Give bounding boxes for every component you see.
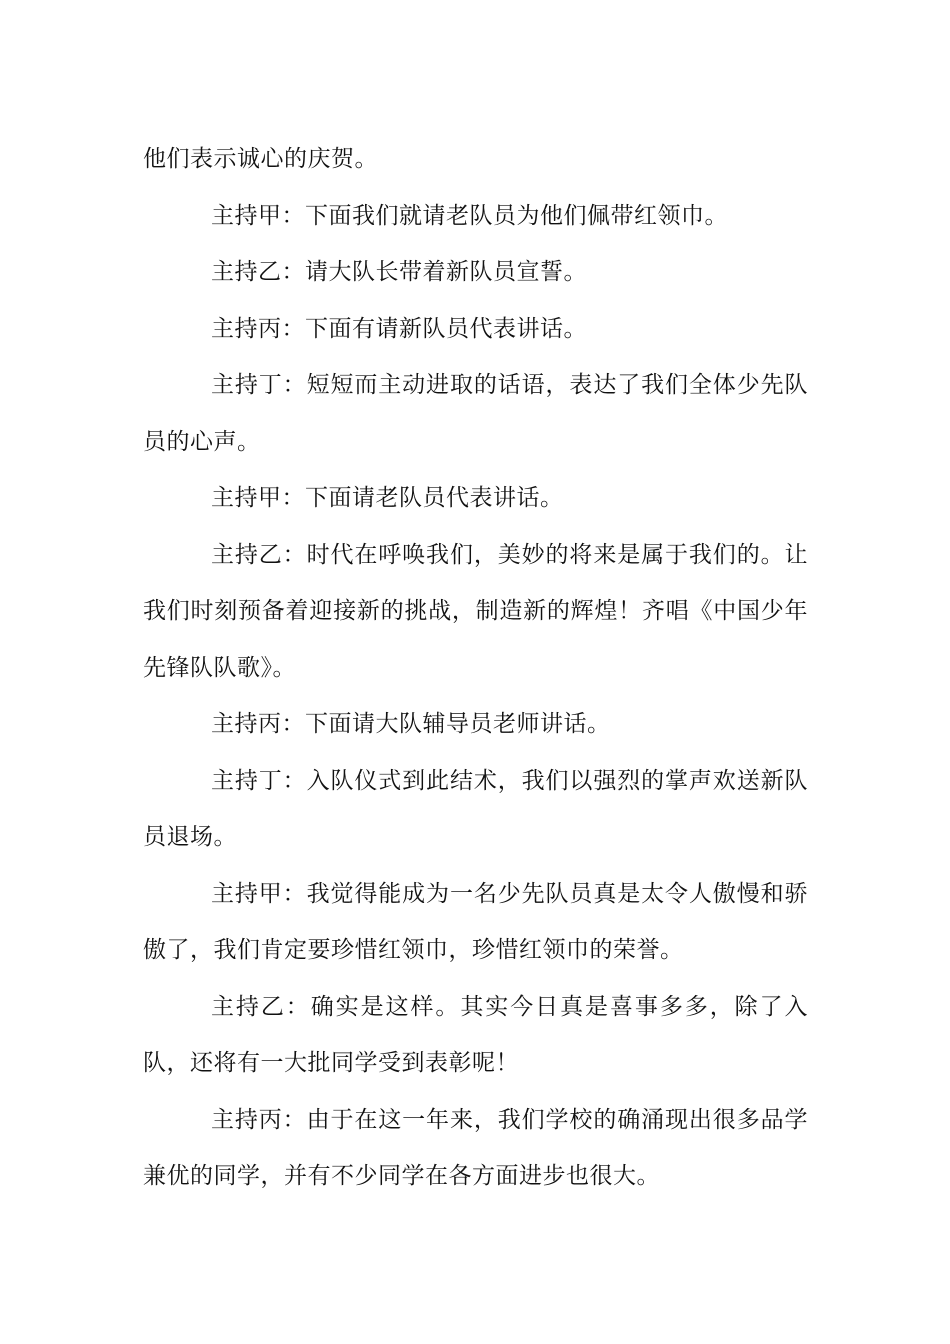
- paragraph-continuation: 他们表示诚心的庆贺。: [143, 146, 378, 172]
- paragraph-host-jia-2: 主持甲：下面请老队员代表讲话。: [211, 485, 564, 511]
- paragraph-host-bing-3: 主持丙：由于在这一年来，我们学校的确涌现出很多品学兼优的同学，并有不少同学在各方面进步也很大。: [143, 1106, 808, 1189]
- paragraph-host-jia-1: 主持甲：下面我们就请老队员为他们佩带红领巾。: [211, 202, 728, 229]
- paragraph-host-yi-1: 主持乙：请大队长带着新队员宣誓。: [211, 259, 587, 285]
- paragraph-host-ding-1: 主持丁：短短而主动进取的话语，表达了我们全体少先队员的心声。: [143, 372, 808, 455]
- document-body: [143, 131, 808, 1205]
- paragraph-host-yi-2: 主持乙：时代在呼唤我们，美妙的将来是属于我们的。让我们时刻预备着迎接新的挑战，制造新的辉煌！齐唱《中国少年先锋队队歌》。: [143, 541, 808, 681]
- paragraph-host-jia-3: 主持甲：我觉得能成为一名少先队员真是太令人傲慢和骄傲了，我们肯定要珍惜红领巾，珍惜红领巾的荣誉。: [143, 880, 808, 963]
- paragraph-host-bing-1: 主持丙：下面有请新队员代表讲话。: [211, 315, 587, 342]
- paragraph-host-yi-3: 主持乙：确实是这样。其实今日真是喜事多多，除了入队，还将有一大批同学受到表彰呢！: [143, 993, 808, 1076]
- paragraph-host-ding-2: 主持丁：入队仪式到此结术，我们以强烈的掌声欢送新队员退场。: [143, 767, 808, 850]
- paragraph-host-bing-2: 主持丙：下面请大队辅导员老师讲话。: [211, 711, 611, 737]
